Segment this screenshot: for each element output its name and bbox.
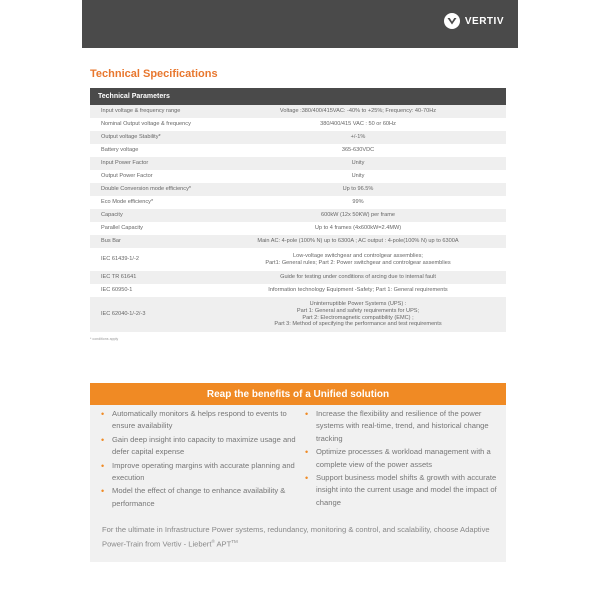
- spec-value: Guide for testing under conditions of arcing due to internal fault: [210, 271, 506, 284]
- spec-label: Double Conversion mode efficiency*: [90, 183, 210, 196]
- header-band: [82, 0, 518, 48]
- spec-label: Eco Mode efficiency*: [90, 196, 210, 209]
- brand-name: VERTIV: [464, 15, 504, 27]
- spec-table: [90, 88, 506, 332]
- spec-label: IEC 62040-1/-2/-3: [90, 297, 210, 332]
- closing-statement: [102, 524, 498, 551]
- table-row: [90, 118, 506, 131]
- spec-label: Nominal Output voltage & frequency: [90, 118, 210, 131]
- spec-value: Low-voltage switchgear and controlgear assemblies; Part1: General rules; Part 2: Power switchgear and controlgear assemblies: [210, 248, 506, 271]
- closing-text: For the ultimate in Infrastructure Power systems, redundancy, monitoring & control, and scalability, choose Adaptive Power-Train from Vertiv - Liebert: [102, 525, 490, 549]
- table-row: [90, 222, 506, 235]
- table-row: [90, 183, 506, 196]
- spec-value: Up to 96.5%: [210, 183, 506, 196]
- benefit-item: • Model the effect of change to enhance availability & performance: [98, 485, 296, 510]
- spec-label: Input Power Factor: [90, 157, 210, 170]
- table-row: [90, 235, 506, 248]
- benefit-item: • Automatically monitors & helps respond to events to ensure availability: [98, 408, 296, 433]
- spec-value: Main AC: 4-pole (100% N) up to 6300A ; AC output : 4-pole(100% N) up to 6300A: [210, 235, 506, 248]
- table-row: [90, 131, 506, 144]
- benefit-item: • Optimize processes & workload management with a complete view of the power assets: [302, 446, 502, 471]
- table-row: [90, 297, 506, 332]
- benefits-list-right: [302, 408, 502, 510]
- spec-label: IEC TR 61641: [90, 271, 210, 284]
- spec-label: Output voltage Stability*: [90, 131, 210, 144]
- table-row: [90, 144, 506, 157]
- benefits-list-left: [98, 408, 296, 511]
- table-row: [90, 170, 506, 183]
- table-heading: Technical Parameters: [90, 88, 506, 105]
- table-row: [90, 271, 506, 284]
- spec-value: Unity: [210, 157, 506, 170]
- table-row: [90, 157, 506, 170]
- spec-label: IEC 61439-1/-2: [90, 248, 210, 271]
- table-row: [90, 196, 506, 209]
- registered-mark: ®: [211, 539, 215, 545]
- benefit-item: • Gain deep insight into capacity to maximize usage and defer capital expense: [98, 434, 296, 459]
- section-title: Technical Specifications: [90, 68, 218, 80]
- spec-value: Uninterruptible Power Systems (UPS) : Part 1: General and safety requirements for UPS; Part 2: Electromagnetic compatibility (EMC) ; Part 3: Method of specifying the performance and test requirements: [210, 297, 506, 332]
- spec-label: Battery voltage: [90, 144, 210, 157]
- spec-label: Capacity: [90, 209, 210, 222]
- table-row: [90, 284, 506, 297]
- benefit-item: • Support business model shifts & growth with accurate insight into the current usage and model the impact of change: [302, 472, 502, 509]
- spec-value: Unity: [210, 170, 506, 183]
- benefits-panel: [90, 383, 506, 562]
- benefit-item: • Improve operating margins with accurate planning and execution: [98, 460, 296, 485]
- spec-label: Output Power Factor: [90, 170, 210, 183]
- spec-value: Voltage :380/400/415VAC: -40% to +25%; Frequency: 40-70Hz: [210, 105, 506, 118]
- spec-value: 365-630VDC: [210, 144, 506, 157]
- benefits-title: Reap the benefits of a Unified solution: [90, 383, 506, 405]
- spec-label: Parallel Capacity: [90, 222, 210, 235]
- spec-table-body: [90, 105, 506, 332]
- spec-label: Input voltage & frequency range: [90, 105, 210, 118]
- table-row: [90, 105, 506, 118]
- vertiv-logo: [444, 13, 504, 29]
- spec-value: Information technology Equipment -Safety; Part 1: General requirements: [210, 284, 506, 297]
- spec-value: 99%: [210, 196, 506, 209]
- spec-label: IEC 60950-1: [90, 284, 210, 297]
- benefit-item: • Increase the flexibility and resilience of the power systems with real-time, trend, and historical change tracking: [302, 408, 502, 445]
- vertiv-chevron-icon: [444, 13, 460, 29]
- spec-value: 600kW (12x 50KW) per frame: [210, 209, 506, 222]
- trademark-mark: TM: [231, 539, 238, 545]
- spec-value: +/-1%: [210, 131, 506, 144]
- product-name: APT: [214, 539, 232, 549]
- footnote: * conditions apply: [90, 337, 119, 341]
- table-row: [90, 209, 506, 222]
- spec-value: 380/400/415 VAC : 50 or 60Hz: [210, 118, 506, 131]
- spec-label: Bus Bar: [90, 235, 210, 248]
- table-row: [90, 248, 506, 271]
- spec-value: Up to 4 frames (4x600kW=2.4MW): [210, 222, 506, 235]
